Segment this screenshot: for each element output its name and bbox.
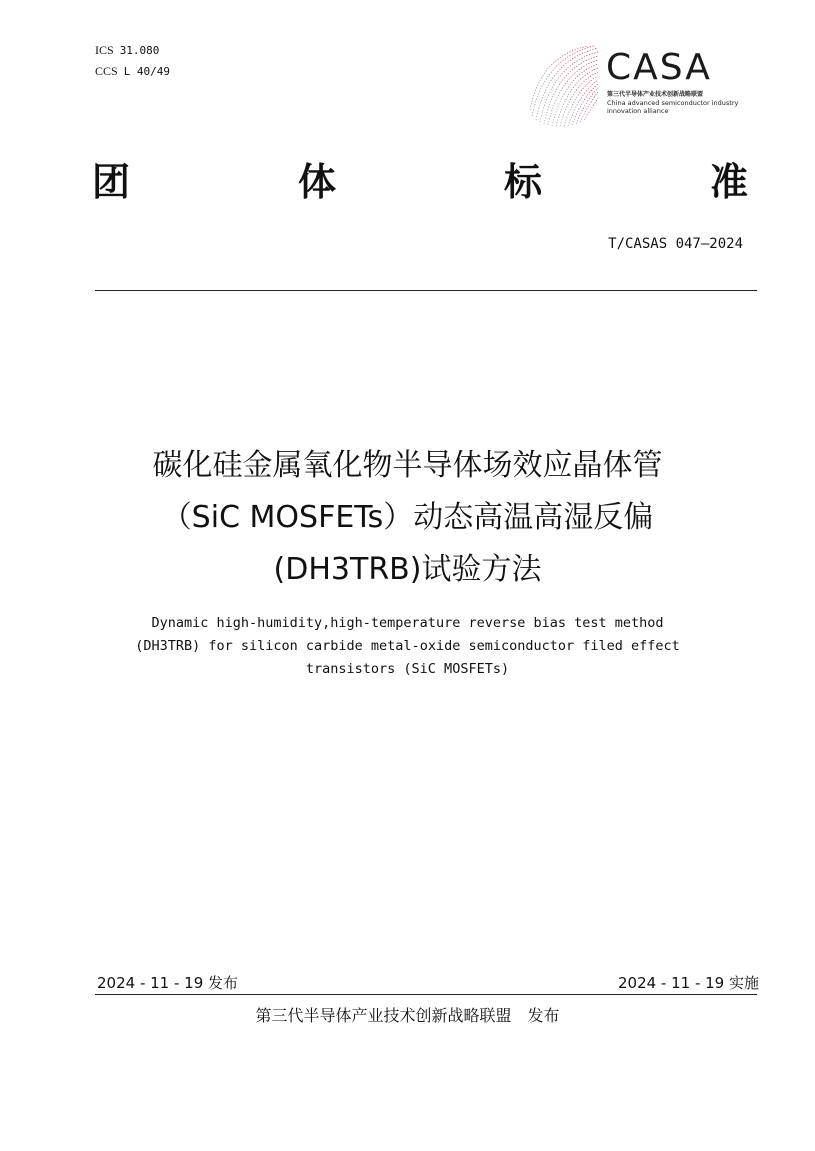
standard-type-char-1: 团 [92,159,131,204]
casa-en-line2: innovation alliance [607,107,669,115]
footer-divider [95,994,757,995]
english-title-line-2: (DH3TRB) for silicon carbide metal-oxide semiconductor filed effect [135,638,680,654]
chinese-title-line-3: (DH3TRB)试验方法 [273,552,542,587]
publisher: 第三代半导体产业技术创新战略联盟 发布 [255,1006,560,1025]
casa-wordmark: CASA [606,47,712,88]
ics-value: 31.080 [119,44,160,57]
casa-en-line1: China advanced semiconductor industry [607,99,739,107]
standard-type-char-2: 体 [298,159,337,204]
standard-type-char-4: 准 [710,159,749,204]
standard-number: T/CASAS 047—2024 [608,236,743,252]
ccs-value: L 40/49 [123,65,171,78]
casa-en-name [607,99,738,115]
english-title [60,612,755,681]
ics-code [95,40,170,61]
english-title-line-3: transistors (SiC MOSFETs) [305,661,510,677]
implementation-date: 2024 - 11 - 19 实施 [617,974,759,992]
classification-codes [95,40,170,82]
casa-logo [528,40,768,130]
header-divider [95,290,757,291]
chinese-title-line-2: （SiC MOSFETs）动态高温高湿反偏 [161,500,654,535]
casa-cn-name: 第三代半导体产业技术创新战略联盟 [607,91,704,98]
ics-label: ICS [95,43,114,57]
chinese-title-line-1: 碳化硅金属氧化物半导体场效应晶体管 [152,448,663,483]
release-date: 2024 - 11 - 19 发布 [97,974,239,992]
chinese-title [60,440,755,596]
standard-type-char-3: 标 [504,159,543,204]
casa-globe-icon [528,40,604,130]
ccs-code [95,61,170,82]
ccs-label: CCS [95,64,118,78]
english-title-line-1: Dynamic high-humidity,high-temperature reverse bias test method [151,615,664,631]
